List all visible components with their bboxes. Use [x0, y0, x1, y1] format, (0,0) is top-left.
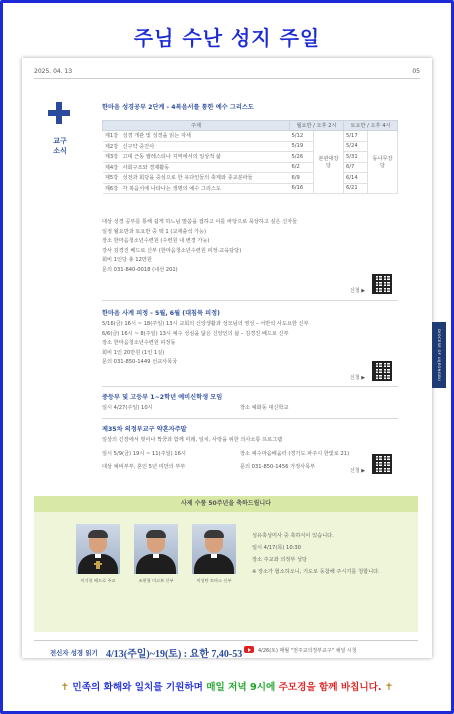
priest-photo	[134, 524, 178, 574]
section-label: 교구 소식	[53, 137, 67, 155]
diocese-tab: DIOCESE OF UIJEONGBU	[432, 322, 446, 388]
table-row: 제5강 성전과 회당을 중심으로 한 유다인들의 축제와 종교분파들 6/9 6/14	[103, 173, 398, 184]
engaged-title: 제35차 의정부교구 약혼자주말	[102, 426, 187, 433]
schedule-table	[102, 120, 398, 194]
engaged-contact: 문의 031-850-1456 가정사목부	[240, 464, 316, 470]
table-row: 제4강 사회구조와 경제활동 6/2 6/7	[103, 162, 398, 173]
table-row: 제1강 성경 개관 및 성경을 읽는 자세 5/12 본관대강당 5/17 동나무강당	[103, 131, 398, 142]
page-number: 05	[412, 68, 420, 75]
bulletin-page	[22, 58, 432, 658]
cross-icon	[48, 102, 70, 124]
footer-text-c: 주모경을 함께 바칩니다.	[278, 682, 382, 693]
seminarian-title: 중등부 및 고등부 1~2학년 예비신학생 모임	[102, 394, 223, 401]
table-row: 제6강 각 복음서에 나타나는 생명의 예수 그리스도 6/16 6/21	[103, 183, 398, 194]
monday-venue: 본관대강당	[314, 131, 344, 194]
engaged-place: 장소 예수마음배움터 (경기도 파주시 한빛로 21)	[240, 451, 350, 457]
qr-code[interactable]	[372, 454, 392, 474]
seminarian-date: 일시 4/27(주일) 10시	[102, 405, 153, 411]
retreat-info: 5/16(금) 16시 ~ 18(주일) 13시 교회의 신앙생활과 성모님의 영성 – 서반석 사도요한 신부 6/6(금) 16시 ~ 8(주일) 13시 예수 성심을 닮은 신앙인의 삶 – 김경진 베드로 신부 장소 한마음청소년수련원 피정동 회비 1인 20만원 (1인 1실) 문의 031-850-1449 선교사목국	[102, 321, 309, 366]
apply-link[interactable]: 신청 ▶	[350, 468, 366, 474]
engaged-desc: 일상의 긴장에서 벗어나 짝꿍과 함께 미래, 일치, 사랑을 위한 의사소통 프로그램	[102, 437, 283, 443]
engaged-target: 대상 예비부부, 혼인 5년 미만의 부부	[102, 464, 186, 470]
divider	[102, 418, 398, 419]
youtube-note: 4/26(토) 매월 "천주교의정부교구" 채널 시청	[258, 648, 357, 654]
page-title: 주님 수난 성지 주일	[133, 26, 321, 50]
photo-caption: 조현형 미고보 신부	[138, 578, 174, 583]
table-header-row	[103, 121, 398, 131]
footer-prayer	[0, 679, 454, 693]
table-row: 제3강 고대 근동 팔레스티나 지역에서의 일상적 삶 5/26 5/31	[103, 152, 398, 163]
engaged-date: 일시 5/9(금) 19시 ~ 11(주일) 16시	[102, 451, 186, 457]
table-row: 제2강 신구약 중간사 5/19 5/24	[103, 141, 398, 152]
bible-reading-label: 전신자 성경 읽기	[50, 649, 98, 657]
th-saturday: 토요반 / 오후 4시	[344, 121, 398, 131]
divider	[102, 386, 398, 387]
youtube-icon[interactable]	[244, 646, 254, 653]
photo-caption: 이기헌 베드로 주교	[80, 578, 116, 583]
saturday-venue: 동나무강당	[368, 131, 398, 194]
qr-code[interactable]	[372, 274, 392, 294]
divider	[34, 640, 418, 641]
th-topic: 주제	[103, 121, 290, 131]
priest-photo	[76, 524, 120, 574]
retreat-title: 한마음 사계 피정 - 5월, 6월 (대침묵 피정)	[102, 310, 220, 317]
divider	[102, 300, 398, 301]
cross-icon: ✝	[384, 682, 394, 693]
qr-code[interactable]	[372, 361, 392, 381]
cross-icon: ✝	[60, 682, 70, 693]
anniversary-info: 성유축성미사 중 축하식이 있습니다. 일시 4/17(목) 10:30 장소 주교좌 의정부 성당 ※ 장소가 협소하오니, 기도로 동참해 주시기를 청합니다.	[252, 533, 380, 575]
issue-date: 2025. 04. 13	[34, 68, 73, 75]
seminarian-place: 장소 예화동 대신학교	[240, 405, 289, 411]
footer-text-b: 매일 저녁 9시에	[206, 682, 276, 693]
bible-study-title: 한마음 성경공부 2단계 - 4복음서를 통한 예수 그리스도	[102, 104, 254, 111]
bible-study-info: 대상 성경 공부를 통해 쉽게 하느님 말씀을 접하고 이를 바탕으로 묵상하고 싶은 신자들 일정 월요반과 토요반 중 택 1 (교재출석 가능) 장소 한마음청소년수련원 (수련원 내 변경 가능) 강사 김경진 베드로 신부 (한마음청소년수련원 피정·교육담당) 회비 1인당 총 12만원 문의 031-840-0018 (내선 201)	[102, 219, 298, 273]
th-monday: 월요반 / 오후 2시	[290, 121, 344, 131]
footer-text-a: 민족의 화해와 일치를 기원하며	[72, 682, 203, 693]
bible-reading-value: 4/13(주일)~19(토) : 요한 7,40-53	[106, 649, 243, 660]
priest-photo	[192, 524, 236, 574]
header-divider	[34, 78, 420, 79]
anniversary-heading: 사제 수품 50주년을 축하드립니다	[34, 496, 418, 512]
apply-link[interactable]: 신청 ▶	[350, 375, 366, 381]
photo-caption: 이성탄 토마스 신부	[196, 578, 232, 583]
apply-link[interactable]: 신청 ▶	[350, 288, 366, 294]
